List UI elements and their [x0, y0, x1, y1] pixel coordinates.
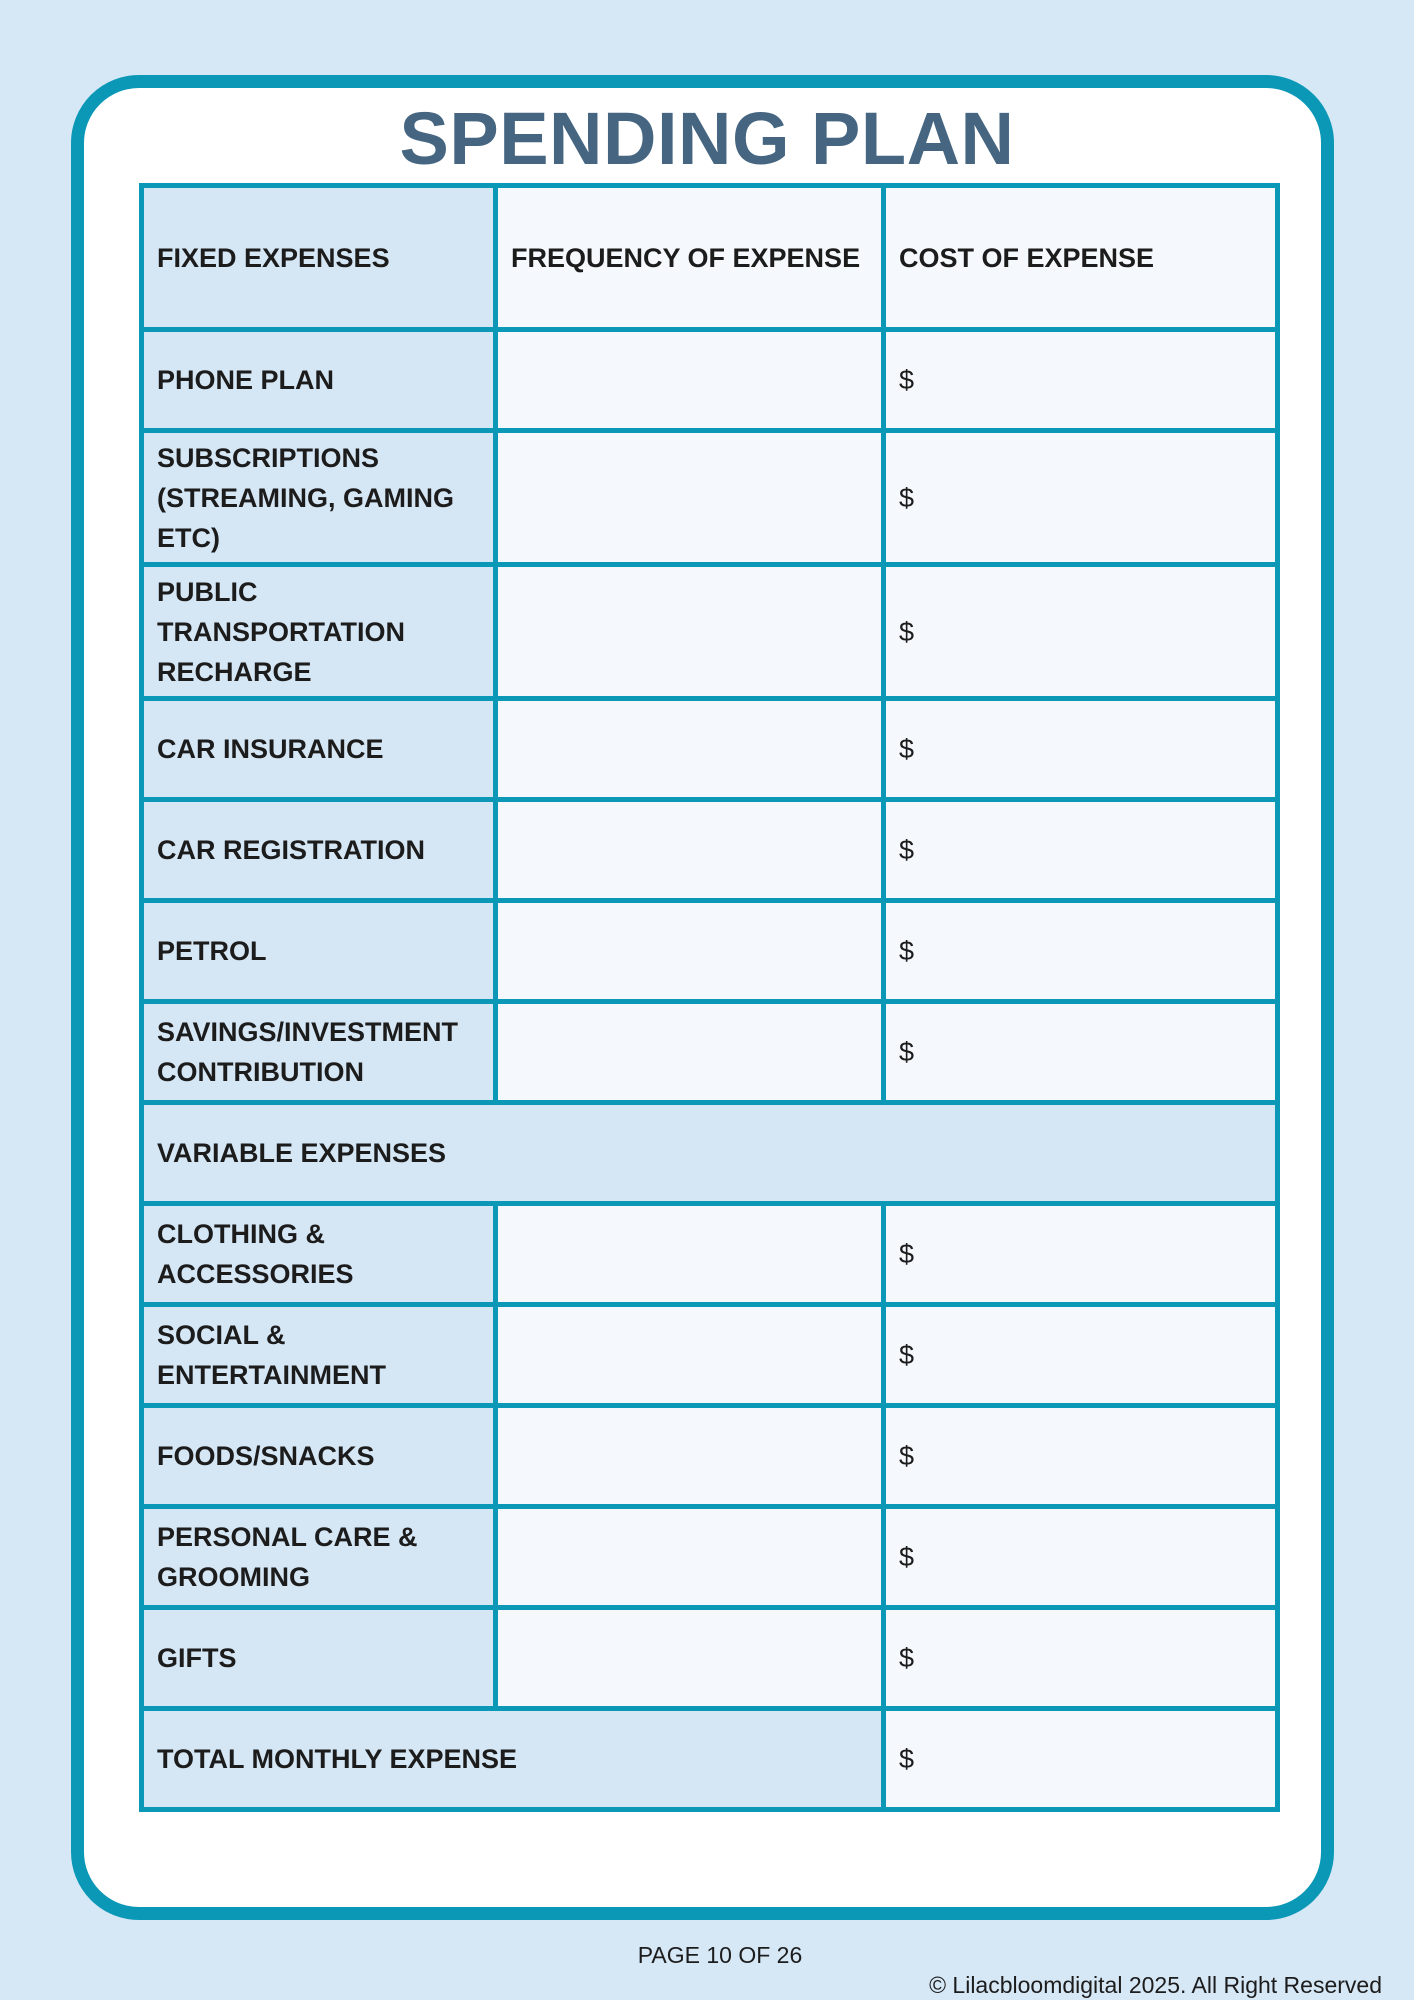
frequency-field[interactable]	[496, 901, 884, 1002]
cost-field[interactable]: $	[884, 1507, 1278, 1608]
row-label: PHONE PLAN	[142, 330, 496, 431]
copyright-notice: © Lilacbloomdigital 2025. All Right Reserved	[929, 1972, 1382, 1998]
frequency-field[interactable]	[496, 1002, 884, 1103]
cost-field[interactable]: $	[884, 1305, 1278, 1406]
frequency-field[interactable]	[496, 1305, 884, 1406]
row-label: PETROL	[142, 901, 496, 1002]
frequency-field[interactable]	[496, 800, 884, 901]
table-row	[142, 1204, 1278, 1305]
total-cost-field[interactable]: $	[884, 1709, 1278, 1810]
frequency-field[interactable]	[496, 1204, 884, 1305]
row-label: SUBSCRIPTIONS (STREAMING, GAMING ETC)	[142, 431, 496, 565]
header-cost: COST OF EXPENSE	[884, 186, 1278, 330]
page-number: PAGE 10 OF 26	[637, 1942, 803, 1968]
frequency-field[interactable]	[496, 1406, 884, 1507]
table-row	[142, 1507, 1278, 1608]
row-label: SAVINGS/INVESTMENT CONTRIBUTION	[142, 1002, 496, 1103]
variable-expenses-heading: VARIABLE EXPENSES	[142, 1103, 1278, 1204]
row-label: CLOTHING & ACCESSORIES	[142, 1204, 496, 1305]
table-row	[142, 1305, 1278, 1406]
cost-field[interactable]: $	[884, 699, 1278, 800]
page-title: SPENDING PLAN	[399, 97, 1015, 180]
row-label: PERSONAL CARE & GROOMING	[142, 1507, 496, 1608]
row-label: GIFTS	[142, 1608, 496, 1709]
table-row	[142, 330, 1278, 431]
row-label: CAR REGISTRATION	[142, 800, 496, 901]
row-label: SOCIAL & ENTERTAINMENT	[142, 1305, 496, 1406]
cost-field[interactable]: $	[884, 1204, 1278, 1305]
cost-field[interactable]: $	[884, 431, 1278, 565]
header-frequency: FREQUENCY OF EXPENSE	[496, 186, 884, 330]
header-row	[142, 186, 1278, 330]
spending-plan-table	[139, 183, 1280, 1812]
table-row	[142, 565, 1278, 699]
table-row	[142, 699, 1278, 800]
cost-field[interactable]: $	[884, 1002, 1278, 1103]
row-label: CAR INSURANCE	[142, 699, 496, 800]
total-row	[142, 1709, 1278, 1810]
table-row	[142, 431, 1278, 565]
cost-field[interactable]: $	[884, 800, 1278, 901]
table-row	[142, 901, 1278, 1002]
cost-field[interactable]: $	[884, 901, 1278, 1002]
table-row	[142, 1608, 1278, 1709]
header-fixed-expenses: FIXED EXPENSES	[142, 186, 496, 330]
frequency-field[interactable]	[496, 565, 884, 699]
frequency-field[interactable]	[496, 699, 884, 800]
cost-field[interactable]: $	[884, 330, 1278, 431]
frequency-field[interactable]	[496, 330, 884, 431]
table-row	[142, 800, 1278, 901]
section-row	[142, 1103, 1278, 1204]
row-label: PUBLIC TRANSPORTATION RECHARGE	[142, 565, 496, 699]
cost-field[interactable]: $	[884, 1406, 1278, 1507]
row-label: FOODS/SNACKS	[142, 1406, 496, 1507]
frequency-field[interactable]	[496, 1507, 884, 1608]
cost-field[interactable]: $	[884, 1608, 1278, 1709]
frequency-field[interactable]	[496, 431, 884, 565]
frequency-field[interactable]	[496, 1608, 884, 1709]
cost-field[interactable]: $	[884, 565, 1278, 699]
total-label: TOTAL MONTHLY EXPENSE	[142, 1709, 884, 1810]
table-row	[142, 1406, 1278, 1507]
table-row	[142, 1002, 1278, 1103]
